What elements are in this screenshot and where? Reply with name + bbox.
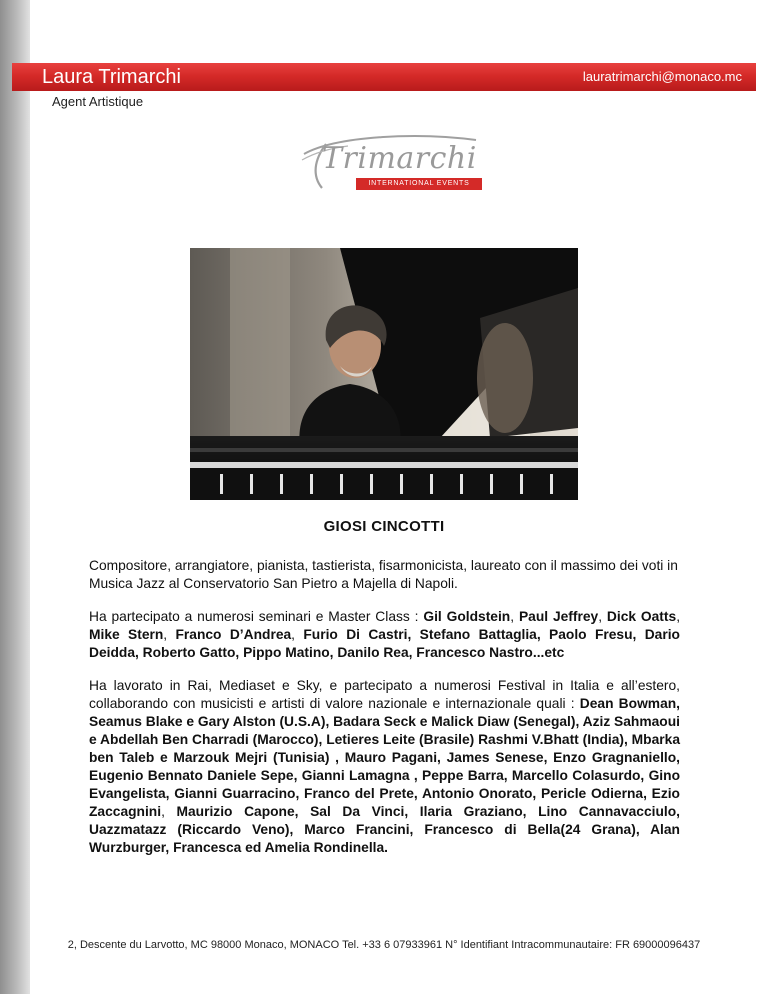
name-separator: , bbox=[291, 627, 304, 642]
logo-badge: INTERNATIONAL EVENTS bbox=[356, 178, 482, 190]
master-class-name: Gil Goldstein bbox=[423, 609, 511, 624]
name-separator: , bbox=[598, 609, 607, 624]
trimarchi-logo bbox=[296, 130, 486, 196]
footer-address: 2, Descente du Larvotto, MC 98000 Monaco, MONACO Tel. +33 6 07933961 N° Identifiant Intracommunautaire: FR 69000096437 bbox=[67, 939, 701, 951]
master-class-name: Dick Oatts bbox=[606, 609, 677, 624]
bio-paragraph-2 bbox=[89, 608, 680, 662]
master-class-name: Paul Jeffrey bbox=[518, 609, 599, 624]
name-separator: , bbox=[161, 804, 177, 819]
name-separator: , bbox=[510, 609, 519, 624]
logo-script-text: Trimarchi bbox=[322, 141, 477, 176]
bio-paragraph-3 bbox=[89, 677, 680, 857]
bio-paragraph-1: Compositore, arrangiatore, pianista, tastierista, fisarmonicista, laureato con il massimo dei voti in Musica Jazz al Conservatorio San Pietro a Majella di Napoli. bbox=[89, 558, 678, 591]
header-email[interactable]: lauratrimarchi@monaco.mc bbox=[582, 69, 742, 84]
master-class-name: Franco D’Andrea bbox=[175, 627, 292, 642]
master-class-name: Mike Stern bbox=[89, 627, 164, 642]
header-subtitle: Agent Artistique bbox=[52, 94, 144, 109]
master-class-name: Furio Di Castri, Stefano Battaglia, Paolo Fresu, Dario Deidda, Roberto Gatto, Pippo Matino, Danilo Rea, Francesco Nastro...etc bbox=[89, 627, 680, 660]
biography bbox=[89, 557, 680, 872]
name-separator: , bbox=[676, 609, 681, 624]
header-name: Laura Trimarchi bbox=[42, 66, 181, 88]
collaborators-list: Maurizio Capone, Sal Da Vinci, Ilaria Graziano, Lino Cannavacciulo, Uazzmatazz (Riccardo Veno), Marco Francini, Francesco di Bella(24 Grana), Alan Wurzburger, Francesca ed Amelia Rondinella. bbox=[89, 804, 680, 855]
name-separator: , bbox=[163, 627, 176, 642]
bio-paragraph-3-intro: Ha lavorato in Rai, Mediaset e Sky, e partecipato a numerosi Festival in Italia e all’estero, collaborando con musicisti e artisti di valore nazionale e internazionale quali : bbox=[89, 678, 680, 711]
bio-paragraph-2-intro: Ha partecipato a numerosi seminari e Master Class : bbox=[89, 609, 424, 624]
pianist-photo bbox=[190, 248, 578, 500]
collaborators-list: Dean Bowman, Seamus Blake e Gary Alston (U.S.A), Badara Seck e Malick Diaw (Senegal), Aziz Sahmaoui e Abdellah Ben Charradi (Marocco), Letieres Leite (Brasile) Rashmi V.Bhatt (India), Mbarka ben Taleb e Marzouk Mejri (Tunisia) , Mauro Pagani, James Senese, Enzo Gragnaniello, Eugenio Bennato Daniele Sepe, Gianni Lamagna , Peppe Barra, Marcello Colasurdo, Gino Evangelista, Gianni Guarracino, Franco del Prete, Antonio Onorato, Pericle Odierna, Ezio Zaccagnini bbox=[89, 696, 680, 819]
artist-name-title: GIOSI CINCOTTI bbox=[323, 518, 445, 535]
page-edge-shadow bbox=[0, 0, 30, 994]
